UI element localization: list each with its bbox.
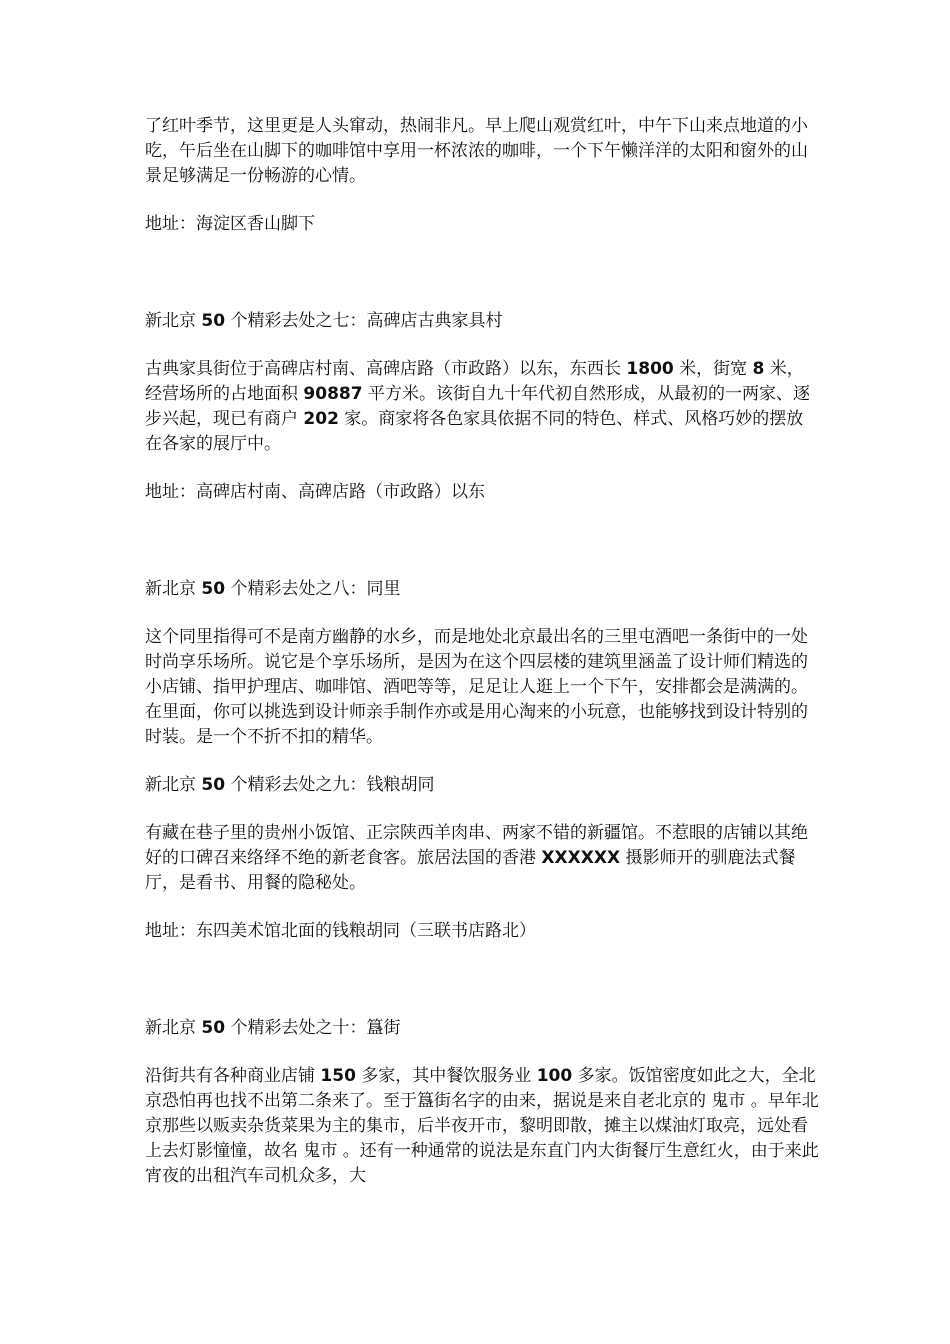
section9-paragraph: [145, 821, 820, 896]
section7-num-4: 202: [303, 409, 339, 429]
section7-num-2: 8: [752, 359, 765, 379]
section10-text-2: 多家，其中餐饮服务业: [355, 1066, 537, 1086]
section10-heading-num: 50: [201, 1018, 226, 1038]
section10-paragraph: [145, 1064, 820, 1189]
section7-text-1: 古典家具街位于高碑店村南、高碑店路（市政路）以东，东西长: [145, 359, 627, 379]
section7-text-3: 米，经营场所的占地面积: [145, 359, 804, 404]
section7-heading-num: 50: [201, 311, 226, 331]
section7-text-2: 米，街宽: [673, 359, 753, 379]
section9-text-1: 有藏在巷子里的贵州小饭馆、正宗陕西羊肉串、两家不错的新疆馆。不惹眼的店铺以其绝好的口碑召来络绎不绝的新老食客。旅居法国的香港: [145, 823, 808, 868]
document-page: [145, 114, 820, 1189]
section8-heading-num: 50: [201, 579, 226, 599]
section7-address: 地址：高碑店村南、高碑店路（市政路）以东: [145, 482, 485, 502]
intro-address: 地址：海淀区香山脚下: [145, 214, 315, 234]
section10-text-1: 沿街共有各种商业店铺: [145, 1066, 321, 1086]
section10-heading-post: 个精彩去处之十：簋街: [225, 1018, 401, 1038]
section8-heading-post: 个精彩去处之八：同里: [225, 579, 401, 599]
section10-num-1: 150: [320, 1066, 356, 1086]
section7-paragraph: [145, 357, 820, 457]
section9-address: 地址：东四美术馆北面的钱粮胡同（三联书店路北）: [145, 921, 536, 941]
section10-num-2: 100: [536, 1066, 573, 1086]
section9-heading-num: 50: [201, 775, 226, 795]
section9-heading-pre: 新北京: [145, 775, 202, 795]
section8-heading: [145, 577, 820, 602]
section7-text-4: 平方米。该街自九十年代初自然形成，从最初的一两家、逐步兴起，现已有商户: [145, 384, 810, 429]
section9-text-2: 摄影师开的驯鹿法式餐厅，是看书、用餐的隐秘处。: [145, 848, 796, 893]
section8-paragraph: 这个同里指得可不是南方幽静的水乡，而是地处北京最出名的三里屯酒吧一条街中的一处时尚享乐场所。说它是个享乐场所，是因为在这个四层楼的建筑里涵盖了设计师们精选的小店铺、指甲护理店、咖啡馆、酒吧等等，足足让人逛上一个下午，安排都会是满满的。在里面，你可以挑选到设计师亲手制作亦或是用心淘来的小玩意，也能够找到设计特别的时装。是一个不折不扣的精华。: [145, 627, 808, 747]
section7-num-3: 90887: [303, 384, 363, 404]
section7-heading-post: 个精彩去处之七：高碑店古典家具村: [225, 311, 503, 331]
section9-num-1: XXXXXX: [541, 848, 621, 868]
section10-heading: [145, 1016, 820, 1041]
section7-heading-pre: 新北京: [145, 311, 202, 331]
section7-num-1: 1800: [626, 359, 674, 379]
section9-heading: [145, 773, 820, 798]
section7-heading: [145, 309, 820, 334]
section9-heading-post: 个精彩去处之九：钱粮胡同: [225, 775, 435, 795]
section7-text-5: 家。商家将各色家具依据不同的特色、样式、风格巧妙的摆放在各家的展厅中。: [145, 409, 804, 454]
intro-paragraph: 了红叶季节，这里更是人头窜动，热闹非凡。早上爬山观赏红叶，中午下山来点地道的小吃，午后坐在山脚下的咖啡馆中享用一杯浓浓的咖啡，一个下午懒洋洋的太阳和窗外的山景足够满足一份畅游的心情。: [145, 116, 808, 186]
section8-heading-pre: 新北京: [145, 579, 202, 599]
section10-text-3: 多家。饭馆密度如此之大，全北京恐怕再也找不出第二条来了。至于簋街名字的由来，据说是来自老北京的 鬼市 。早年北京那些以贩卖杂货菜果为主的集市，后半夜开市，黎明即散，摊主以煤油灯取亮，远处看上去灯影憧憧，故名 鬼市 。还有一种通常的说法是东直门内大街餐厅生意红火，由于来此宵夜的出租汽车司机众多，大: [145, 1066, 819, 1186]
section10-heading-pre: 新北京: [145, 1018, 202, 1038]
